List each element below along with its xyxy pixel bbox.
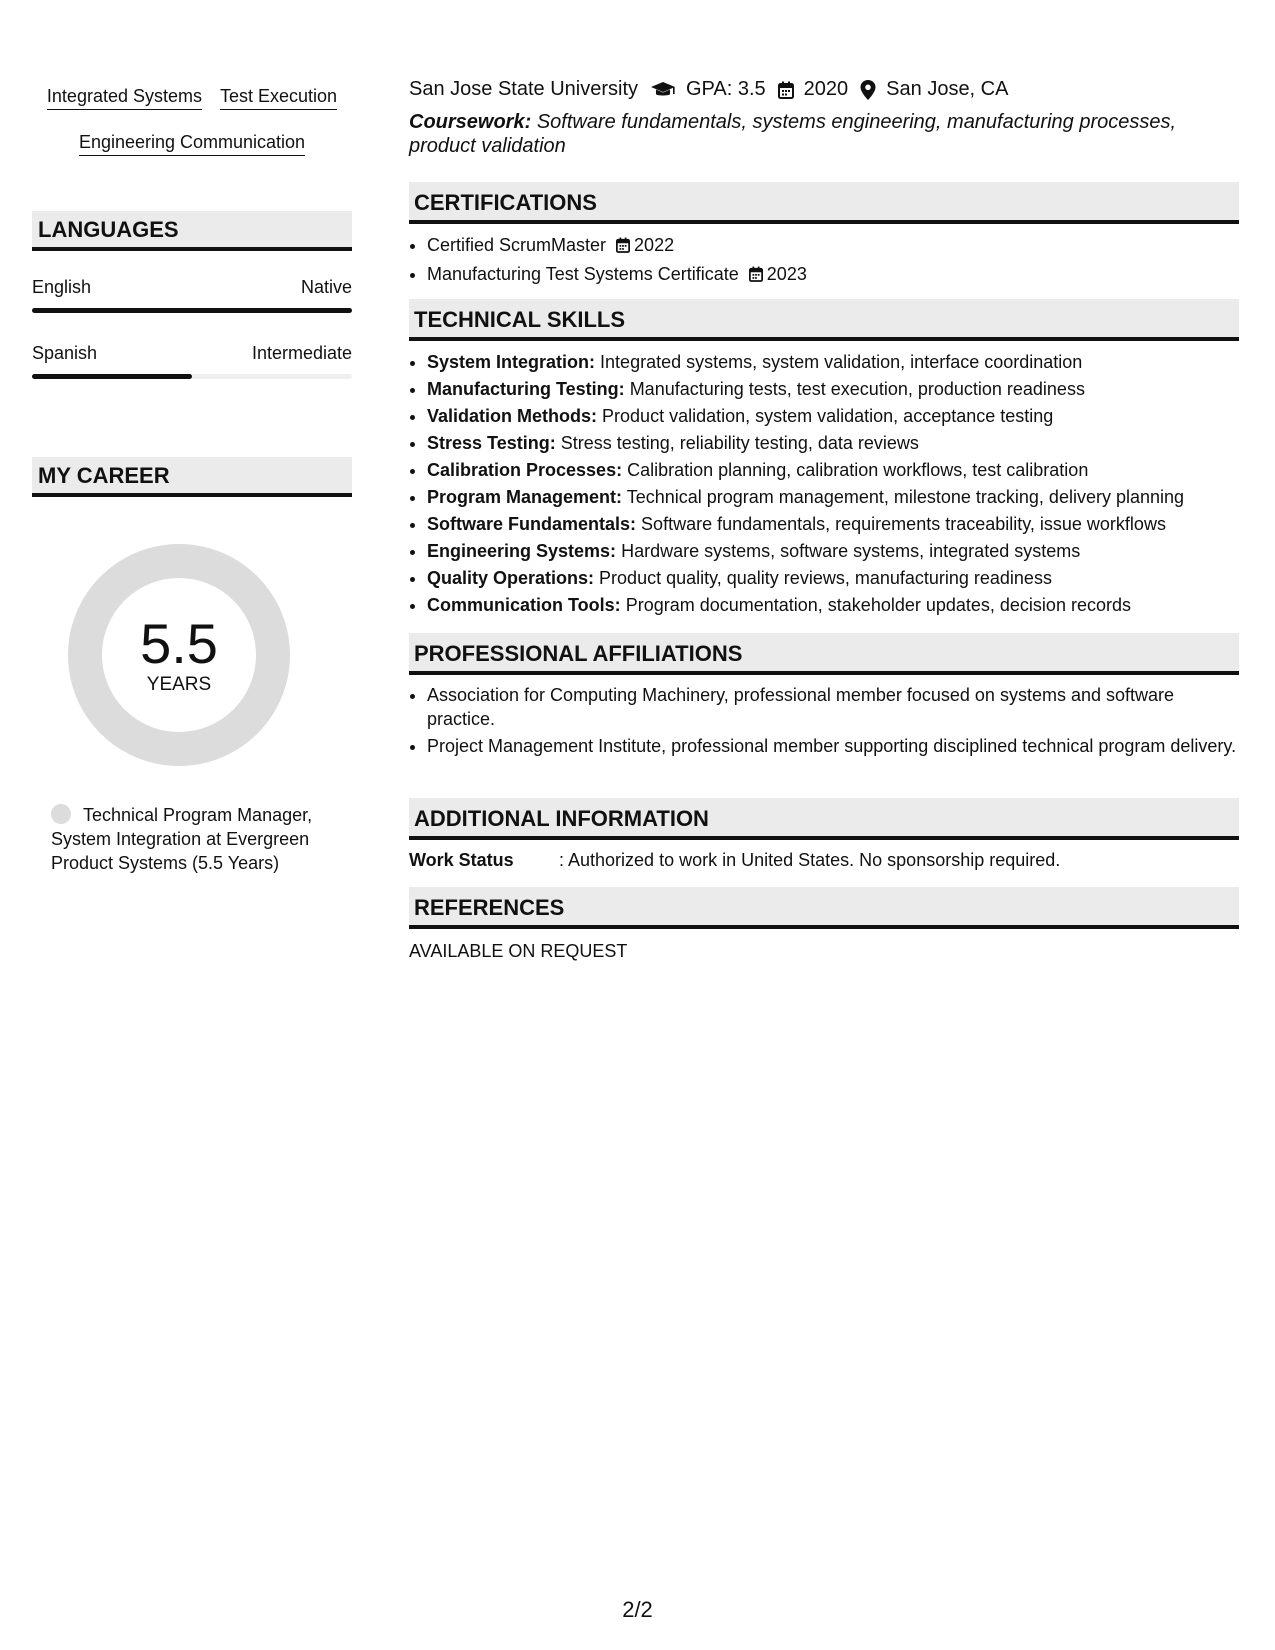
skill-text: Calibration planning, calibration workflows, test calibration <box>627 460 1089 480</box>
page-number: 2/2 <box>622 1597 653 1622</box>
skill-text: Program documentation, stakeholder updates, decision records <box>625 595 1131 615</box>
gpa: GPA: 3.5 <box>686 78 766 100</box>
skill-label: Manufacturing Testing: <box>427 379 625 399</box>
skill-label: System Integration: <box>427 352 596 372</box>
skill-label: Engineering Systems: <box>427 541 617 561</box>
skill-text: Integrated systems, system validation, interface coordination <box>600 352 1083 372</box>
language-name: Spanish <box>32 343 98 363</box>
skill-item <box>427 376 1239 403</box>
graduation-year: 2020 <box>803 78 849 100</box>
skill-item <box>427 430 1239 457</box>
work-status-value: : Authorized to work in United States. No sponsorship required. <box>559 850 1061 870</box>
language-row <box>32 343 352 364</box>
language-bar <box>32 374 352 379</box>
legend-dot-icon <box>51 804 71 824</box>
certification-item <box>427 232 1239 261</box>
coursework-label: Coursework: <box>409 111 532 133</box>
skill-tags <box>32 86 352 178</box>
skill-text: Hardware systems, software systems, integrated systems <box>621 541 1081 561</box>
certifications-section <box>409 182 1239 290</box>
skill-tag: Integrated Systems <box>47 86 202 110</box>
skill-label: Stress Testing: <box>427 433 556 453</box>
certification-year: 2023 <box>766 264 807 284</box>
technical-skills-section <box>409 299 1239 619</box>
certification-name: Certified ScrumMaster <box>427 235 607 255</box>
skill-label: Program Management: <box>427 487 623 507</box>
section-heading: REFERENCES <box>409 887 1239 929</box>
certification-year: 2022 <box>634 235 675 255</box>
section-heading: LANGUAGES <box>32 211 352 251</box>
career-section <box>32 457 352 873</box>
school-location: San Jose, CA <box>886 78 1009 100</box>
skill-item <box>427 457 1239 484</box>
skill-tag: Engineering Communication <box>79 132 305 156</box>
skill-item <box>427 565 1239 592</box>
calendar-icon <box>749 263 763 290</box>
skill-text: Software fundamentals, requirements traceability, issue workflows <box>641 514 1166 534</box>
language-bar-fill <box>32 374 192 379</box>
section-heading: MY CAREER <box>32 457 352 497</box>
certification-item <box>427 261 1239 290</box>
education-line <box>409 78 1008 101</box>
certifications-list <box>409 232 1239 290</box>
additional-information-section <box>409 798 1239 871</box>
tag-row <box>32 132 352 156</box>
section-heading: CERTIFICATIONS <box>409 182 1239 224</box>
skill-label: Software Fundamentals: <box>427 514 637 534</box>
skill-text: Product validation, system validation, acceptance testing <box>602 406 1054 426</box>
affiliation-item: • Project Management Institute, professional member supporting disciplined technical program delivery. <box>427 734 1239 758</box>
affiliations-list <box>409 683 1239 758</box>
skill-text: Product quality, quality reviews, manufacturing readiness <box>599 568 1052 588</box>
skill-item <box>427 484 1239 511</box>
career-legend-item <box>51 803 351 875</box>
language-bar <box>32 308 352 313</box>
affiliations-section <box>409 633 1239 761</box>
skill-label: Calibration Processes: <box>427 460 623 480</box>
school-name: San Jose State University <box>409 78 638 100</box>
years-value: 5.5 <box>140 612 218 675</box>
references-text: AVAILABLE ON REQUEST <box>409 941 628 961</box>
language-row <box>32 277 352 298</box>
years-label: YEARS <box>146 674 212 695</box>
skills-list <box>409 349 1239 619</box>
skill-text: Stress testing, reliability testing, data reviews <box>560 433 919 453</box>
career-item-text: Technical Program Manager, System Integration at Evergreen Product Systems (5.5 Years) <box>51 805 313 873</box>
certification-name: Manufacturing Test Systems Certificate <box>427 264 739 284</box>
career-years-donut <box>67 543 291 767</box>
affiliation-item: • Association for Computing Machinery, professional member focused on systems and software practice. <box>427 683 1239 731</box>
skill-item <box>427 349 1239 376</box>
skill-tag: Test Execution <box>220 86 337 110</box>
coursework <box>409 110 1229 158</box>
calendar-icon <box>616 234 630 261</box>
section-heading: PROFESSIONAL AFFILIATIONS <box>409 633 1239 675</box>
section-heading: ADDITIONAL INFORMATION <box>409 798 1239 840</box>
skill-label: Communication Tools: <box>427 595 621 615</box>
graduation-cap-icon <box>650 81 676 99</box>
language-name: English <box>32 277 92 297</box>
language-level: Native <box>300 277 352 297</box>
coursework-text: Software fundamentals, systems engineering, manufacturing processes, product validation <box>409 111 1177 157</box>
skill-item <box>427 538 1239 565</box>
skill-item <box>427 403 1239 430</box>
skill-item <box>427 511 1239 538</box>
skill-label: Validation Methods: <box>427 406 598 426</box>
skill-text: Technical program management, milestone tracking, delivery planning <box>626 487 1185 507</box>
language-bar-fill <box>32 308 352 313</box>
location-pin-icon <box>860 80 876 100</box>
section-heading: TECHNICAL SKILLS <box>409 299 1239 341</box>
references-section <box>409 887 1239 962</box>
language-level: Intermediate <box>251 343 352 363</box>
skill-label: Quality Operations: <box>427 568 595 588</box>
skill-text: Manufacturing tests, test execution, production readiness <box>629 379 1085 399</box>
info-row <box>409 850 1239 871</box>
calendar-icon <box>778 81 794 99</box>
tag-row <box>32 86 352 110</box>
languages-section <box>32 211 352 379</box>
skill-item <box>427 592 1239 619</box>
work-status-label: Work Status <box>409 850 514 870</box>
